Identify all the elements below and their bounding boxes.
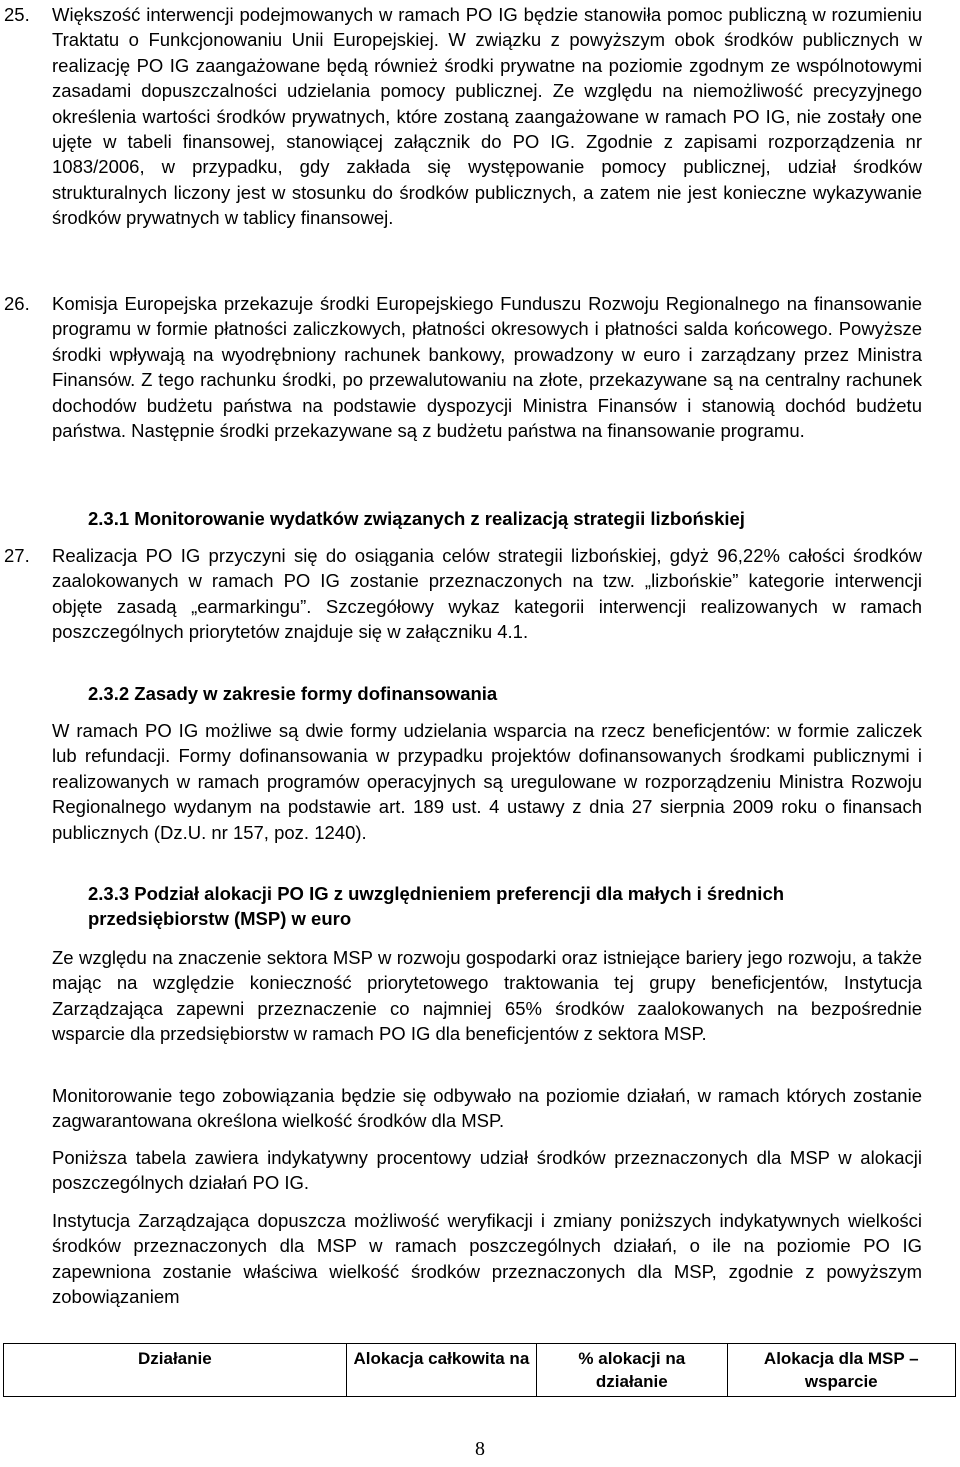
table-header-row	[4, 1344, 956, 1397]
column-header-dzialanie: Działanie	[4, 1344, 347, 1397]
item-number: 25.	[4, 4, 30, 25]
paragraph-msp-table-intro: Poniższa tabela zawiera indykatywny procentowy udział środków przeznaczonych dla MSP w alokacji poszczególnych działań PO IG.	[52, 1147, 922, 1194]
item-number: 27.	[4, 545, 30, 566]
msp-allocation-table	[3, 1343, 956, 1397]
item-text: Większość interwencji podejmowanych w ramach PO IG będzie stanowiła pomoc publiczną w rozumieniu Traktatu o Funkcjonowaniu Unii Europejskiej. W związku z powyższym obok środków publicznych w realizację PO IG zaangażowane będą również środki prywatne na poziomie zgodnym ze wspólnotowymi zasadami dopuszczalności udzielania pomocy publicznej. Ze względu na niemożliwość precyzyjnego określenia wartości środków prywatnych, które zostaną zaangażowane w ramach PO IG, nie zostały one ujęte w tabeli finansowej, stanowiącej załącznik do PO IG. Zgodnie z zapisami rozporządzenia nr 1083/2006, w przypadku, gdy zakłada się występowanie pomocy publicznej, udział środków strukturalnych liczony jest w stosunku do środków publicznych, a zatem nie jest konieczne wykazywanie środków prywatnych w tablicy finansowej.	[52, 4, 922, 229]
paragraph-msp-verification: Instytucja Zarządzająca dopuszcza możliwość weryfikacji i zmiany poniższych indykatywnych wielkości środków przeznaczonych dla MSP w ramach poszczególnych działań, o ile na poziomie PO IG zapewniona zostanie właściwa wielkość środków przeznaczonych dla MSP, zgodnie z powyższym zobowiązaniem	[52, 1210, 922, 1308]
item-number: 26.	[4, 293, 30, 314]
paragraph-dofinansowanie: W ramach PO IG możliwe są dwie formy udzielania wsparcia na rzecz beneficjentów: w formie zaliczek lub refundacji. Formy dofinansowania w przypadku projektów dofinansowanych środkami publicznymi i realizowanych w ramach programów operacyjnych są uregulowane w rozporządzeniu Ministra Rozwoju Regionalnego wydanym na podstawie art. 189 ust. 4 ustawy z dnia 27 sierpnia 2009 roku o finansach publicznych (Dz.U. nr 157, poz. 1240).	[52, 720, 922, 843]
column-header-alokacja-msp: Alokacja dla MSP – wsparcie	[727, 1344, 956, 1397]
page-number: 8	[475, 1438, 485, 1460]
column-header-procent-alokacji: % alokacji na działanie	[537, 1344, 727, 1397]
section-heading-2-3-2: 2.3.2 Zasady w zakresie formy dofinansowania	[88, 683, 498, 704]
paragraph-msp-monitoring: Monitorowanie tego zobowiązania będzie się odbywało na poziomie działań, w ramach których zostanie zagwarantowana określona wielkość środków dla MSP.	[52, 1085, 922, 1132]
section-heading-2-3-3: 2.3.3 Podział alokacji PO IG z uwzględnieniem preferencji dla małych i średnich przedsiębiorstw (MSP) w euro	[88, 883, 785, 930]
column-header-alokacja-calkowita: Alokacja całkowita na	[346, 1344, 536, 1397]
item-text: Komisja Europejska przekazuje środki Europejskiego Funduszu Rozwoju Regionalnego na finansowanie programu w formie płatności zaliczkowych, płatności okresowych i płatności salda końcowego. Powyższe środki wpływają na wyodrębniony rachunek bankowy, prowadzony w euro i zarządzany przez Ministra Finansów. Z tego rachunku środki, po przewalutowaniu na złote, przekazywane są na centralny rachunek dochodów budżetu państwa na podstawie dyspozycji Ministra Finansów i stanowią dochód budżetu państwa. Następnie środki przekazywane są z budżetu państwa na finansowanie programu.	[52, 293, 922, 442]
section-heading-2-3-1: 2.3.1 Monitorowanie wydatków związanych z realizacją strategii lizbońskiej	[88, 508, 745, 529]
item-text: Realizacja PO IG przyczyni się do osiągania celów strategii lizbońskiej, gdyż 96,22% całości środków zaalokowanych w ramach PO IG zostanie przeznaczonych na tzw. „lizbońskie” kategorie interwencji objęte zasadą „earmarkingu”. Szczegółowy wykaz kategorii interwencji realizowanych w ramach poszczególnych priorytetów znajduje się w załączniku 4.1.	[52, 545, 922, 643]
item-25	[4, 2, 922, 231]
paragraph-msp-intro: Ze względu na znaczenie sektora MSP w rozwoju gospodarki oraz istniejące bariery jego rozwoju, a także mając na względzie konieczność priorytetowego traktowania tej grupy beneficjentów, Instytucja Zarządzająca zapewni przeznaczenie co najmniej 65% środków zaalokowanych na bezpośrednie wsparcie dla przedsiębiorstw w ramach PO IG dla beneficjentów z sektora MSP.	[52, 947, 922, 1045]
item-27	[4, 543, 922, 645]
item-26	[4, 291, 922, 443]
